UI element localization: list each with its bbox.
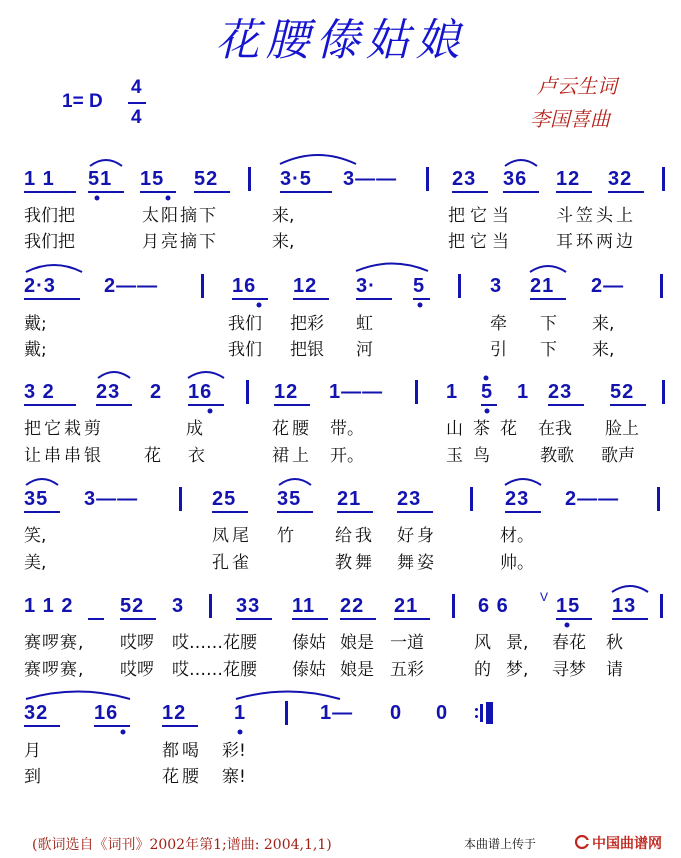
lyric: 月亮摘下	[142, 232, 218, 252]
lyric: 娘是	[340, 633, 374, 653]
lyric: 哎啰	[120, 660, 154, 680]
lyric: 我们把	[24, 232, 75, 252]
lyric: 赛啰赛,	[24, 633, 85, 653]
lyric: 来,	[272, 232, 295, 252]
lyric: 月	[24, 741, 41, 761]
lyric: 把它栽剪	[24, 419, 104, 439]
lyric: 娘是	[340, 660, 374, 680]
lyric: 让串串银	[24, 446, 104, 466]
lyric: 河	[356, 340, 373, 360]
note-group: 3——	[343, 168, 398, 190]
lyric: 一道	[390, 633, 424, 653]
note-group: 5	[413, 275, 426, 297]
lyric: 把它当	[448, 206, 514, 226]
lyric: 戴;	[24, 314, 47, 334]
lyric: 教舞	[335, 553, 375, 573]
note-group: 1	[446, 381, 459, 403]
lyric: 彩!	[222, 741, 246, 761]
lyric: 寻梦	[552, 660, 586, 680]
lyric: 寨!	[222, 767, 246, 787]
note-group: 0	[436, 702, 449, 724]
lyric: 在我	[538, 419, 572, 439]
lyric: 我们把	[24, 206, 75, 226]
lyric: 衣	[188, 446, 205, 466]
note-group: 3·5	[280, 168, 312, 190]
note-group: 12	[162, 702, 187, 724]
lyric: 春花	[552, 633, 586, 653]
lyric: 舞姿	[397, 553, 437, 573]
lyric: 我们	[228, 314, 262, 334]
note-group: 36	[503, 168, 528, 190]
lyric: 来,	[272, 206, 295, 226]
key-signature: 1= D	[62, 91, 103, 112]
note-group: 2——	[104, 275, 159, 297]
lyric: 傣姑	[292, 660, 326, 680]
lyric: 风	[474, 633, 491, 653]
note-group: 16	[188, 381, 213, 403]
note-group: 1 1 2	[24, 595, 74, 617]
lyric: 五彩	[390, 660, 424, 680]
note-group: 52	[610, 381, 635, 403]
lyric: 把它当	[448, 232, 514, 252]
lyric: 来,	[592, 314, 615, 334]
lyric: 的	[474, 660, 491, 680]
lyric: 请	[606, 660, 623, 680]
lyric: 笑,	[24, 526, 47, 546]
lyric: 下	[540, 340, 557, 360]
lyric: 凤尾	[212, 526, 252, 546]
note-group: 1 1	[24, 168, 55, 190]
note-group: 23	[96, 381, 121, 403]
lyric: 耳环两边	[556, 232, 636, 252]
note-group: 13	[612, 595, 637, 617]
note-group: 12	[293, 275, 318, 297]
lyric: 花腰	[162, 767, 202, 787]
lyric: 竹	[277, 526, 294, 546]
lyric: 开。	[330, 446, 364, 466]
note-group: 5	[481, 381, 494, 403]
lyricist-credit: 卢云生词	[537, 74, 617, 98]
note-group: 1	[234, 702, 247, 724]
lyric: 好身	[397, 526, 437, 546]
upload-note: 本曲谱上传于	[464, 837, 537, 851]
time-signature-top: 4	[131, 77, 142, 98]
lyric: 下	[540, 314, 557, 334]
lyric: 赛啰赛,	[24, 660, 85, 680]
note-group: 33	[236, 595, 261, 617]
time-signature-bottom: 4	[131, 107, 142, 128]
note-group: 6 6	[478, 595, 509, 617]
note-group: 23	[452, 168, 477, 190]
note-group: 21	[337, 488, 362, 510]
note-group: 3	[490, 275, 503, 297]
lyric: 太阳摘下	[142, 206, 218, 226]
site-logo-icon	[575, 834, 591, 848]
site-brand[interactable]: 中国曲谱网	[592, 836, 662, 852]
note-group: 1——	[329, 381, 384, 403]
lyric: 把银	[290, 340, 324, 360]
lyric: 教歌	[540, 446, 574, 466]
note-group: 11	[292, 595, 316, 617]
note-group: 0	[390, 702, 403, 724]
note-group: 25	[212, 488, 237, 510]
note-group: 1	[517, 381, 530, 403]
note-group: 23	[505, 488, 530, 510]
composer-credit: 李国喜曲	[530, 107, 610, 131]
note-group: 3——	[84, 488, 139, 510]
note-group: 2—	[591, 275, 625, 297]
note-group: 35	[24, 488, 49, 510]
lyric: 歌声	[601, 446, 635, 466]
source-footnote: (歌词选自《词刊》2002年第1;谱曲: 2004,1,1)	[32, 837, 332, 853]
lyric: 傣姑	[292, 633, 326, 653]
note-group: 16	[94, 702, 119, 724]
lyric: 秋	[606, 633, 623, 653]
lyric: 戴;	[24, 340, 47, 360]
note-group: 32	[608, 168, 633, 190]
lyric: 带。	[330, 419, 364, 439]
lyric: 虹	[356, 314, 373, 334]
lyric: 脸上	[605, 419, 639, 439]
note-group: 21	[394, 595, 419, 617]
lyric: 引	[490, 340, 507, 360]
note-group: 3	[172, 595, 185, 617]
lyric: 斗笠头上	[556, 206, 636, 226]
lyric: 哎……花腰	[172, 660, 257, 680]
lyric: 成	[186, 419, 203, 439]
lyric: 花腰	[272, 419, 312, 439]
note-group: 1—	[320, 702, 354, 724]
note-group: 2·3	[24, 275, 56, 297]
lyric: 到	[24, 767, 41, 787]
lyric: 把彩	[290, 314, 324, 334]
note-group: 15	[140, 168, 165, 190]
lyric: 裙上	[272, 446, 312, 466]
note-group: 2	[150, 381, 163, 403]
note-group: 22	[340, 595, 365, 617]
song-title: 花腰傣姑娘	[215, 15, 466, 66]
note-group: 35	[277, 488, 302, 510]
note-group: 21	[530, 275, 555, 297]
note-group: 51	[88, 168, 113, 190]
note-group: 12	[274, 381, 299, 403]
lyric: 美,	[24, 553, 47, 573]
breath-mark: V	[540, 590, 549, 604]
note-group: 3 2	[24, 381, 55, 403]
lyric: 景,	[506, 633, 529, 653]
note-group: 16	[232, 275, 257, 297]
lyric: 哎……花腰	[172, 633, 257, 653]
lyric: 材。	[500, 526, 534, 546]
lyric: 来,	[592, 340, 615, 360]
lyric: 孔雀	[212, 553, 252, 573]
lyric: 玉鸟	[446, 446, 500, 466]
lyric: 花	[144, 446, 161, 466]
lyric: 帅。	[500, 553, 534, 573]
note-group: 52	[120, 595, 145, 617]
lyric: 给我	[335, 526, 375, 546]
lyric: 山茶花	[446, 419, 527, 439]
note-group: 2——	[565, 488, 620, 510]
note-group: 3·	[356, 275, 376, 297]
note-group: 23	[397, 488, 422, 510]
note-group: 52	[194, 168, 219, 190]
lyric: 我们	[228, 340, 262, 360]
note-group: 12	[556, 168, 581, 190]
lyric: 哎啰	[120, 633, 154, 653]
note-group: 32	[24, 702, 49, 724]
note-group: 15	[556, 595, 581, 617]
lyric: 都喝	[162, 741, 202, 761]
note-group: 23	[548, 381, 573, 403]
lyric: 牵	[490, 314, 507, 334]
lyric: 梦,	[506, 660, 529, 680]
